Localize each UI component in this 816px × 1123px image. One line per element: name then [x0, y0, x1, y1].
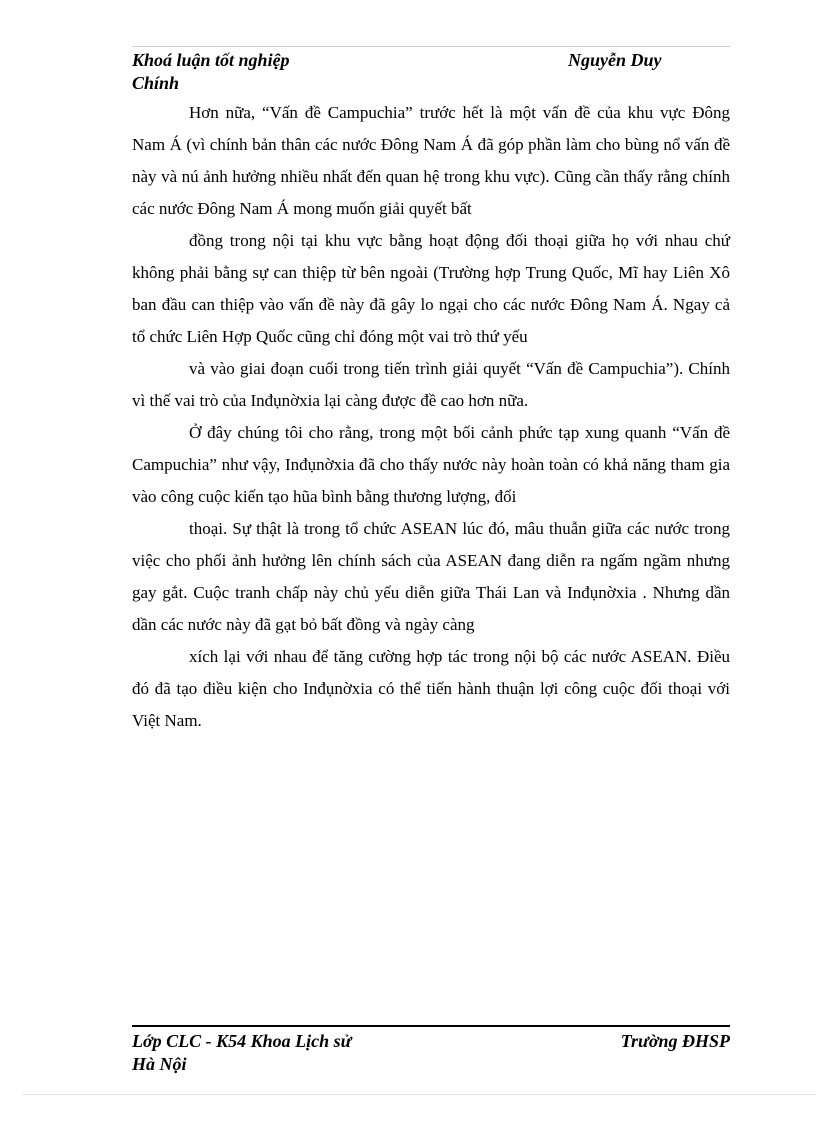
paragraph-3-text: và vào giai đoạn cuối trong tiến trình giải quyết “Vấn đề Campuchia”). Chính vì thế vai trò của Inđụnờxia lại càng được đề cao hơn nữa. [132, 359, 730, 410]
paragraph-2-text: đồng trong nội tại khu vực bằng hoạt động đối thoại giữa họ với nhau chứ không phải bằng sự can thiệp từ bên ngoài (Trường hợp Trung Quốc, Mĩ hay Liên Xô ban đầu can thiệp vào vấn đề này đã gây lo ngại cho các nước Đông Nam Á. Ngay cả tổ chức Liên Hợp Quốc cũng chỉ đóng một vai trò thứ yếu [132, 231, 730, 346]
footer-class-department: Lớp CLC - K54 Khoa Lịch sử [132, 1031, 352, 1051]
paragraph-6-text: xích lại với nhau để tăng cường hợp tác trong nội bộ các nước ASEAN. Điều đó đã tạo điều kiện cho Inđụnờxia có thể tiến hành thuận lợi công cuộc đối thoại với Việt Nam. [132, 647, 730, 730]
paragraph-5 [132, 513, 730, 641]
page-header [132, 49, 730, 95]
paragraph-2 [132, 225, 730, 353]
paragraph-6 [132, 641, 730, 737]
paragraph-5-text: thoại. Sự thật là trong tổ chức ASEAN lúc đó, mâu thuẫn giữa các nước trong việc cho phối ảnh hưởng lên chính sách của ASEAN đang diễn ra ngấm ngầm nhưng gay gắt. Cuộc tranh chấp này chủ yếu diễn giữa Thái Lan và Inđụnờxia . Nhưng dần dần các nước này đã gạt bỏ bất đồng và ngày càng [132, 519, 730, 634]
header-author-name: Nguyễn Duy [568, 50, 662, 70]
page-bottom-edge [22, 1094, 816, 1095]
header-thesis-title: Khoá luận tốt nghiệp [132, 50, 290, 70]
footer-university: Trường ĐHSP [620, 1031, 730, 1051]
page-footer [132, 1030, 730, 1076]
paragraph-1: Hơn nữa, “Vấn đề Campuchia” trước hết là một vấn đề của khu vực Đông Nam Á (vì chính bản thân các nước Đông Nam Á đã góp phần làm cho bùng nổ vấn đề này và nú ảnh hưởng nhiều nhất đến quan hệ trong khu vực). Cũng cần thấy rằng chính các nước Đông Nam Á mong muốn giải quyết bất [132, 103, 730, 218]
footer-city: Hà Nội [132, 1054, 187, 1074]
paragraph-3 [132, 353, 730, 417]
header-rule [132, 46, 730, 47]
document-body [132, 97, 730, 737]
footer-rule [132, 1025, 730, 1027]
header-author-surname-continued: Chính [132, 73, 180, 93]
paragraph-4: Ở đây chúng tôi cho rằng, trong một bối cảnh phức tạp xung quanh “Vấn đề Campuchia” như vậy, Inđụnờxia đã cho thấy nước này hoàn toàn có khả năng tham gia vào công cuộc kiến tạo hũa bình bằng thương lượng, đối [132, 423, 730, 506]
